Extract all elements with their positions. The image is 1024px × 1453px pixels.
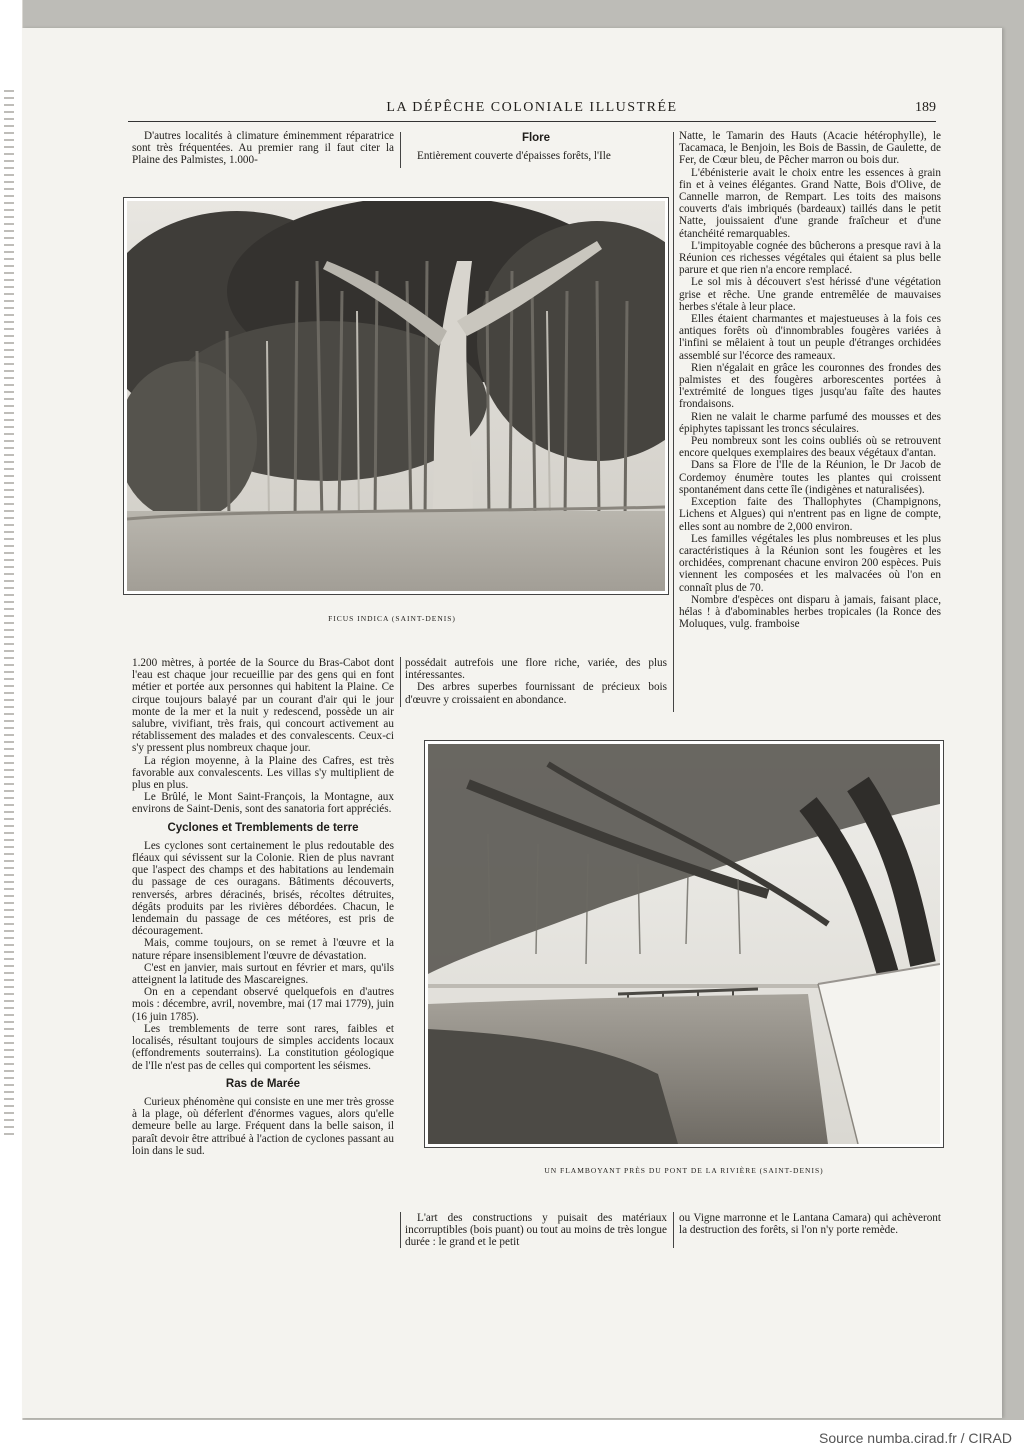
col1-top [132,130,394,168]
paragraph: Peu nombreux sont les coins oubliés où se retrouvent encore quelques exemplaires des beaux végétaux d'antan. [679,435,941,460]
page-number: 189 [915,100,936,115]
paragraph: Les cyclones sont certainement le plus redoutable des fléaux qui sévissent sur la Colonie. Rien de plus navrant que l'aspect des champs et des habitations au lendemain du passage de ces ouragans. Bâtiments découverts, renversés, arbres déracinés, brisés, récoltes détruites, dégâts produits par les rivières débordées. Chacun, le lendemain du passage de ces météores, est pris de découragement. [132,839,394,938]
scan-margin-left [0,0,23,1453]
col2-top [405,130,667,168]
paragraph: L'art des constructions y puisait des matériaux incorruptibles (bois puant) ou tout au moins de très longue durée : le grand et le petit [405,1212,667,1249]
paragraph: Rien n'égalait en grâce les couronnes des frondes des palmistes et des fougères arborescentes portées à l'extrémité de longues tiges jusqu'au faîte des hautes frondaisons. [679,361,941,411]
paragraph: D'autres localités à climature éminemment réparatrice sont très fréquentées. Au premier rang il faut citer la Plaine des Palmistes, 1.000- [132,130,394,167]
paragraph: Rien ne valait le charme parfumé des mousses et des épiphytes tapissant les troncs séculaires. [679,410,941,435]
column-rule [400,1212,401,1248]
col2-bottom-text [405,1212,667,1252]
photo-ficus-indica [123,197,669,595]
paragraph: Elles étaient charmantes et majestueuses à la fois ces antiques forêts où d'innombrables fougères variées à l'infini se mêlaient à tout un peuple d'étranges orchidées assemblé sur l'écorce des rameaux. [679,313,941,362]
paragraph: L'impitoyable cognée des bûcherons a presque ravi à la Réunion ces richesses végétales qui étaient sa plus belle parure et que rien n'a encore remplacé. [679,239,941,277]
column-rule [673,1212,674,1248]
section-heading-flore: Flore [521,132,551,144]
paragraph: Exception faite des Thallophytes (Champignons, Lichens et Algues) qui n'entrent pas en ligne de compte, elles sont au nombre de 2,000 environ. [679,496,941,533]
section-heading: Ras de Marée [225,1077,301,1090]
paragraph: Curieux phénomène qui consiste en une mer très grosse à la plage, où déferlent d'énormes vagues, alors qu'elle demeure belle au large. Fréquent dans la belle saison, il paraît devoir être attribué à l'action de cyclones passant au loin dans le sud. [132,1095,394,1157]
paragraph: 1.200 mètres, à portée de la Source du Bras-Cabot dont l'eau est chaque jour recueillie par des gens qui en font métier et portée aux personnes qui habitent la Plaine. Ce cirque toujours balayé par un courant d'air qui le jour monte de la mer et la nuit y redescend, possède un air salubre, vivifiant, très frais, qui concourt activement au rétablissement des malades et des convalescents. Ceux-ci s'y pressent plus nombreux chaque jour. [132,657,394,755]
col2-middle-text [405,657,667,711]
paragraph: Des arbres superbes fournissant de précieux bois d'œuvre y croissaient en abondance. [405,681,667,706]
ficus-tree-image [127,201,665,591]
paragraph: Dans sa Flore de l'Ile de la Réunion, le Dr Jacob de Cordemoy énumère toutes les plantes qui croissent spontanément dans cette île (indigènes et naturalisées). [679,459,941,496]
page-header [128,100,936,122]
publication-title: LA DÉPÊCHE COLONIALE ILLUSTRÉE [386,100,678,115]
section-heading: Cyclones et Tremblements de terre [167,821,359,834]
paragraph: Mais, comme toujours, on se remet à l'œuvre et la nature répare insensiblement l'œuvre de dévastation. [132,937,394,962]
column-rule [400,657,401,707]
paragraph: Nombre d'espèces ont disparu à jamais, faisant place, hélas ! à d'abominables herbes tropicales (la Ronce des Moluques, vulg. framboise [679,593,941,631]
paragraph: Natte, le Tamarin des Hauts (Acacie hétérophylle), le Tacamaca, le Benjoin, les Bois de Bassin, de Gaulette, de Fer, de Cœur bleu, de Pêcher marron ou bois dur. [679,130,941,167]
paragraph: Entièrement couverte d'épaisses forêts, l'Ile [417,150,611,163]
column-rule [673,132,674,712]
flamboyant-tree-image [428,744,940,1144]
photo-flamboyant [424,740,944,1148]
col3-text [679,130,941,712]
photo1-caption: FICUS INDICA (SAINT-DENIS) [328,614,456,623]
header-rule [128,121,936,122]
paragraph: ou Vigne marronne et le Lantana Camara) qui achèveront la destruction des forêts, si l'on n'y porte remède. [679,1212,941,1237]
col1-bottom-text [132,657,394,1257]
col3-bottom-text [679,1212,941,1252]
paragraph: L'ébénisterie avait le choix entre les essences à grain fin et à veines élégantes. Grand Natte, Bois d'Olive, de Cannelle marron, de Rempart. Les toits des maisons couverts d'ais imbriqués (bardeaux) taillés dans le petit Natte, jouissaient d'une grande fraîcheur et d'une étanchéité remarquables. [679,166,941,240]
photo2-caption: UN FLAMBOYANT PRÈS DU PONT DE LA RIVIÈRE (SAINT-DENIS) [544,1166,824,1175]
paragraph: possédait autrefois une flore riche, variée, des plus intéressantes. [405,657,667,682]
adjacent-page-edge [4,90,14,1140]
source-credit: Source numba.cirad.fr / CIRAD [819,1430,1012,1446]
paragraph: C'est en janvier, mais surtout en février et mars, qu'ils atteignent la latitude des Mascareignes. [132,961,394,987]
paragraph: La région moyenne, à la Plaine des Cafres, est très favorable aux convalescents. Les villas s'y multiplient de plus en plus. [132,754,394,792]
paragraph: Le sol mis à découvert s'est hérissé d'une végétation grise et rêche. Une grande entremêlée de mauvaises herbes s'étale à leur place. [679,276,941,313]
paragraph: Les tremblements de terre sont rares, faibles et localisés, résultant toujours de simples accidents locaux (effondrements souterrains). La constitution géologique de l'Ile n'est pas de celles qui comportent les séismes. [132,1022,394,1072]
paragraph: Les familles végétales les plus nombreuses et les plus caractéristiques à la Réunion sont les fougères et les orchidées, comprenant chacune environ 200 espèces. Puis viennent les composées et les malvacées où l'on en connaît plus de 70. [679,532,941,594]
column-rule [400,132,401,168]
paragraph: Le Brûlé, le Mont Saint-François, la Montagne, aux environs de Saint-Denis, sont des sanatoria fort appréciés. [132,791,394,816]
paragraph: On en a cependant observé quelquefois en d'autres mois : décembre, avril, novembre, mai (17 mai 1779), juin (16 juin 1785). [132,986,394,1023]
